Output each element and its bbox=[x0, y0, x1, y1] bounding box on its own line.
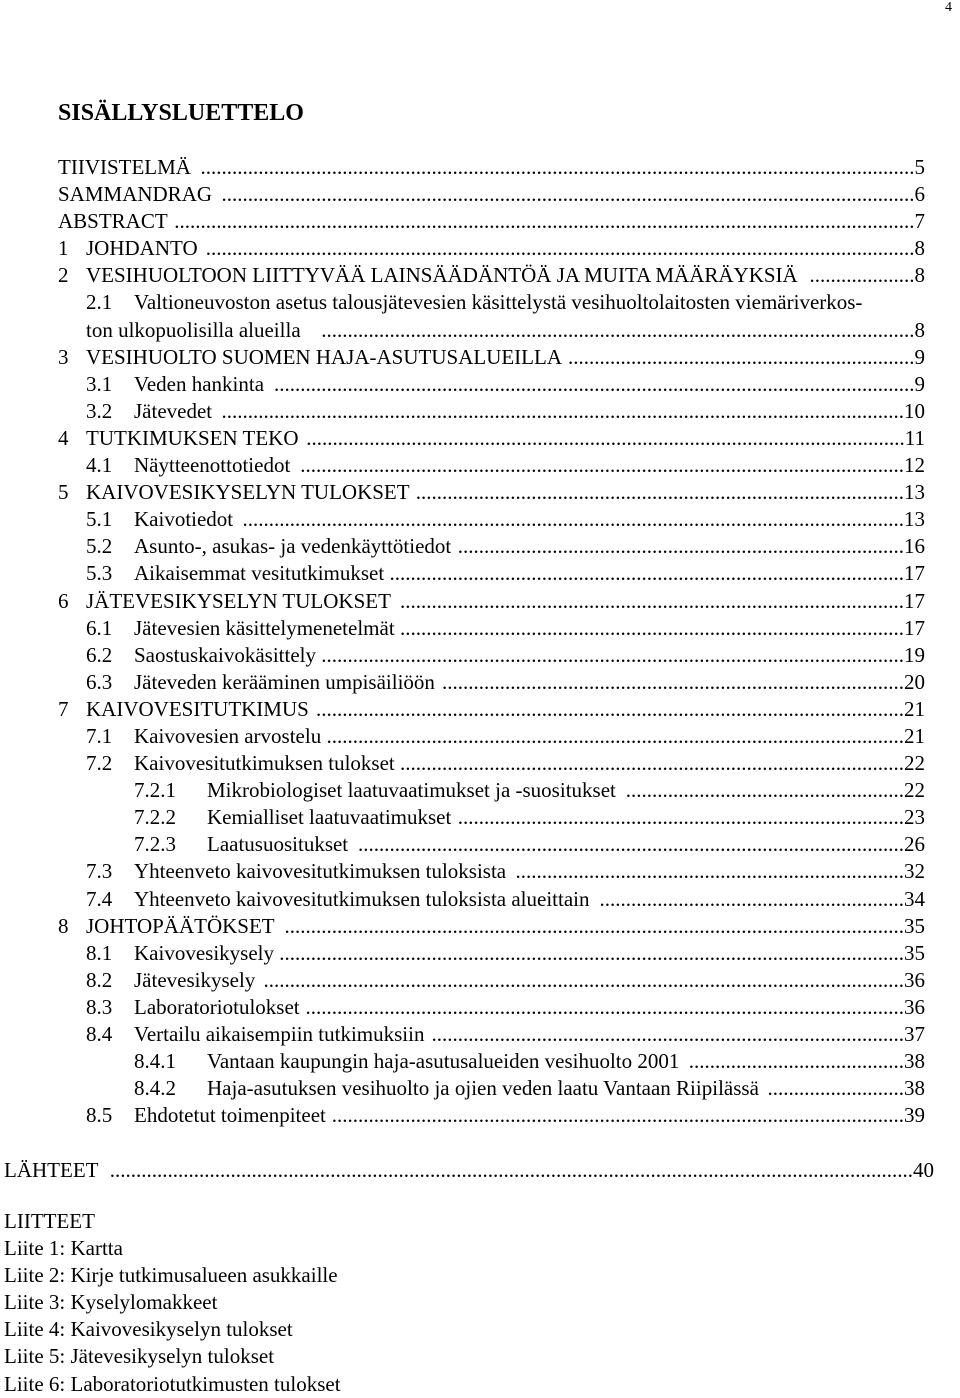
toc-page: 5 bbox=[914, 155, 925, 179]
toc-page: 35 bbox=[904, 913, 925, 938]
toc-text: JOHTOPÄÄTÖKSET bbox=[86, 913, 275, 938]
toc-entry[interactable] bbox=[0, 452, 960, 479]
toc-page: 21 bbox=[904, 696, 925, 721]
appendix-item[interactable]: Liite 2: Kirje tutkimusalueen asukkaille bbox=[4, 1263, 338, 1288]
toc-leader bbox=[321, 642, 925, 669]
toc-entry[interactable] bbox=[0, 560, 960, 587]
toc-text: Jätevedet bbox=[134, 398, 213, 423]
toc-dots: ........................................................................................................................................ bbox=[200, 155, 915, 179]
toc-text: Kaivovesitutkimuksen tulokset bbox=[134, 751, 395, 776]
toc-leader bbox=[222, 398, 926, 425]
toc-leader bbox=[332, 1102, 925, 1129]
toc-number: 7.4 bbox=[86, 886, 113, 911]
toc-dots: ................................................................................................................. bbox=[321, 317, 915, 342]
toc-entry[interactable] bbox=[0, 642, 960, 669]
toc-page: 22 bbox=[904, 778, 925, 803]
toc-dots: ........................................................................................................ bbox=[358, 832, 904, 857]
toc-number: 2.1 bbox=[86, 290, 113, 315]
toc-dots: ..................................................... bbox=[625, 778, 904, 803]
toc-leader bbox=[626, 777, 925, 804]
toc-number: 6.2 bbox=[86, 642, 113, 667]
toc-page: 8 bbox=[914, 263, 925, 288]
toc-leader bbox=[279, 940, 925, 967]
toc-number: 3 bbox=[58, 344, 69, 369]
toc-number: 8.4 bbox=[86, 1022, 113, 1046]
toc-text: Aikaisemmat vesitutkimukset bbox=[134, 561, 385, 586]
toc-page: 26 bbox=[904, 832, 925, 857]
toc-entry[interactable] bbox=[0, 371, 960, 398]
toc-leader bbox=[600, 886, 926, 913]
toc-page: 36 bbox=[904, 967, 925, 992]
toc-text: Kemialliset laatuvaatimukset bbox=[207, 805, 452, 830]
toc-leader bbox=[568, 344, 925, 371]
appendix-item[interactable]: Liite 6: Laboratoriotutkimusten tulokset bbox=[4, 1371, 341, 1396]
toc-leader bbox=[316, 696, 925, 723]
toc-entry[interactable] bbox=[0, 696, 960, 723]
toc-text: JÄTEVESIKYSELYN TULOKSET bbox=[86, 588, 391, 613]
toc-text: Yhteenveto kaivovesitutkimuksen tuloksista bbox=[134, 859, 507, 884]
toc-number: 3.1 bbox=[86, 371, 113, 396]
toc-number: 2 bbox=[58, 263, 69, 288]
toc-dots: .............................................................................................................. bbox=[326, 723, 904, 748]
toc-leader bbox=[400, 615, 925, 642]
toc-page: 12 bbox=[904, 453, 925, 478]
toc-leader bbox=[390, 560, 926, 587]
toc-page: 39 bbox=[904, 1103, 925, 1128]
toc-entry[interactable] bbox=[0, 425, 960, 452]
toc-number: 4.1 bbox=[86, 453, 113, 478]
toc-leader bbox=[206, 235, 925, 262]
toc-number: 6.3 bbox=[86, 669, 113, 694]
toc-entry[interactable] bbox=[0, 398, 960, 425]
toc-entry[interactable] bbox=[0, 615, 960, 642]
toc-page: 20 bbox=[904, 669, 925, 694]
toc-leader bbox=[400, 750, 925, 777]
toc-dots: ........................................................................................ bbox=[442, 669, 904, 694]
toc-leader bbox=[300, 452, 925, 479]
toc-text: JOHDANTO bbox=[86, 236, 198, 261]
toc-leader bbox=[358, 831, 925, 858]
toc-dots: .......................................................................................... bbox=[431, 1022, 904, 1046]
toc-entry[interactable] bbox=[0, 913, 960, 940]
toc-page: 38 bbox=[904, 1049, 925, 1074]
toc-leader bbox=[174, 208, 925, 235]
toc-dots: ....................................................................................................................... bbox=[279, 940, 904, 965]
toc-leader bbox=[306, 425, 925, 452]
toc-leader bbox=[274, 371, 925, 398]
toc-entry[interactable] bbox=[0, 804, 960, 831]
appendices-heading: LIITTEET bbox=[4, 1209, 95, 1233]
toc-entry[interactable] bbox=[0, 588, 960, 615]
toc-text: Näytteenottotiedot bbox=[134, 453, 291, 478]
appendix-item[interactable]: Liite 1: Kartta bbox=[4, 1236, 123, 1261]
toc-text: Asunto-, asukas- ja vedenkäyttötiedot bbox=[134, 534, 452, 559]
toc-page: 13 bbox=[904, 480, 925, 505]
toc-number: 7.3 bbox=[86, 859, 113, 884]
toc-dots: ............................................................................................................................................. bbox=[174, 209, 915, 234]
toc-text: VESIHUOLTOON LIITTYVÄÄ LAINSÄÄDÄNTÖÄ JA MUITA MÄÄRÄYKSIÄ bbox=[86, 263, 798, 288]
toc-page: 8 bbox=[914, 317, 925, 342]
toc-text: Mikrobiologiset laatuvaatimukset ja -suositukset bbox=[207, 778, 616, 803]
toc-dots: .................................................................................................. bbox=[389, 561, 904, 586]
toc-entry-references[interactable] bbox=[4, 1157, 934, 1184]
toc-entry[interactable] bbox=[0, 1048, 960, 1075]
toc-text: KAIVOVESITUTKIMUS bbox=[86, 696, 309, 721]
toc-leader bbox=[306, 994, 926, 1021]
toc-number: 8.4.2 bbox=[134, 1076, 176, 1101]
toc-page: 17 bbox=[904, 561, 925, 586]
toc-leader bbox=[264, 967, 926, 994]
table-of-contents bbox=[0, 154, 960, 1129]
toc-page: 36 bbox=[904, 994, 925, 1019]
toc-text: Laatusuositukset bbox=[207, 832, 349, 857]
toc-number: 7.2 bbox=[86, 751, 113, 776]
toc-leader bbox=[321, 317, 925, 344]
toc-text: Saostuskaivokäsittely bbox=[134, 642, 316, 667]
toc-entry[interactable] bbox=[0, 858, 960, 885]
toc-text: ABSTRACT bbox=[58, 209, 168, 234]
toc-page: 35 bbox=[904, 940, 925, 965]
toc-number: 3.2 bbox=[86, 398, 113, 423]
toc-dots: .......................................................................... bbox=[515, 859, 904, 884]
toc-number: 8.1 bbox=[86, 940, 113, 965]
toc-dots: .................................................................................................................................... bbox=[221, 182, 915, 207]
toc-number: 5.2 bbox=[86, 534, 113, 559]
toc-dots: .......................................................................................................................... bbox=[274, 371, 915, 396]
toc-dots: ................................................................................................ bbox=[400, 588, 904, 613]
references-dots: ......................................................................................................................................................... bbox=[109, 1158, 913, 1182]
toc-dots: ....................................................................................................................................... bbox=[205, 236, 915, 261]
toc-text: Yhteenveto kaivovesitutkimuksen tuloksista alueittain bbox=[134, 886, 590, 911]
toc-number: 7.1 bbox=[86, 723, 113, 748]
toc-text: VESIHUOLTO SUOMEN HAJA-ASUTUSALUEILLA bbox=[86, 344, 562, 369]
toc-dots: .......................................................................................................................... bbox=[263, 967, 904, 992]
toc-leader bbox=[222, 181, 926, 208]
toc-dots: ............................................................................................................... bbox=[321, 642, 904, 667]
toc-text: Haja-asutuksen vesihuolto ja ojien veden laatu Vantaan Riipilässä bbox=[207, 1076, 759, 1101]
toc-dots: ..................................................................................... bbox=[457, 534, 904, 559]
toc-leader bbox=[516, 858, 926, 885]
toc-entry[interactable] bbox=[0, 750, 960, 777]
toc-page: 37 bbox=[904, 1022, 925, 1046]
toc-page: 21 bbox=[904, 723, 925, 748]
toc-text: Jätevesien käsittelymenetelmät bbox=[134, 615, 395, 640]
toc-dots: ..................................................................................... bbox=[457, 805, 904, 830]
toc-leader bbox=[768, 1075, 926, 1102]
toc-leader bbox=[458, 804, 925, 831]
page-number: 4 bbox=[945, 0, 952, 15]
toc-entry[interactable] bbox=[0, 777, 960, 804]
toc-leader bbox=[810, 262, 926, 289]
toc-entry[interactable] bbox=[0, 886, 960, 913]
toc-leader bbox=[201, 154, 926, 181]
toc-number: 4 bbox=[58, 425, 69, 450]
toc-number: 7.2.3 bbox=[134, 832, 176, 857]
toc-text: TUTKIMUKSEN TEKO bbox=[86, 425, 299, 450]
toc-dots: .............................................................................................................................. bbox=[242, 507, 904, 532]
toc-page: 9 bbox=[914, 371, 925, 396]
toc-text: TIIVISTELMÄ bbox=[58, 155, 191, 179]
references-label: LÄHTEET bbox=[4, 1158, 99, 1182]
toc-dots: ................................................................................................ bbox=[400, 615, 904, 640]
toc-entry[interactable] bbox=[0, 289, 960, 343]
toc-dots: .......................... bbox=[767, 1076, 904, 1101]
toc-text: Kaivovesien arvostelu bbox=[134, 723, 322, 748]
toc-dots: .......................................................... bbox=[599, 886, 904, 911]
toc-entry[interactable] bbox=[0, 262, 960, 289]
toc-dots: ................................................................................................ bbox=[400, 751, 904, 776]
toc-text: Valtioneuvoston asetus talousjätevesien käsittelystä vesihuoltolaitosten viemäriverkos- bbox=[134, 290, 863, 315]
toc-text: Ehdotetut toimenpiteet bbox=[134, 1103, 326, 1128]
toc-entry[interactable] bbox=[0, 940, 960, 967]
toc-entry[interactable] bbox=[0, 669, 960, 696]
toc-text: Kaivovesikysely bbox=[134, 940, 274, 965]
toc-page: 13 bbox=[904, 507, 925, 532]
toc-entry[interactable] bbox=[0, 344, 960, 371]
toc-dots: .................................................................................................................................. bbox=[221, 398, 904, 423]
toc-leader bbox=[400, 588, 925, 615]
toc-dots: ................................................................................................................... bbox=[300, 453, 904, 478]
toc-number: 8.4.1 bbox=[134, 1049, 176, 1074]
toc-entry[interactable] bbox=[0, 1021, 960, 1048]
toc-text: Jätevesikysely bbox=[134, 967, 256, 992]
toc-page: 6 bbox=[914, 182, 925, 207]
toc-number: 5 bbox=[58, 480, 69, 505]
appendices bbox=[4, 1208, 341, 1398]
toc-dots: ................................................................................................................ bbox=[316, 696, 904, 721]
toc-page: 8 bbox=[914, 236, 925, 261]
toc-page: 16 bbox=[904, 534, 925, 559]
toc-page: 19 bbox=[904, 642, 925, 667]
toc-dots: ...................................................................................................................... bbox=[284, 913, 904, 938]
toc-text: KAIVOVESIKYSELYN TULOKSET bbox=[86, 480, 410, 505]
references-page: 40 bbox=[913, 1158, 934, 1182]
toc-entry[interactable] bbox=[0, 1075, 960, 1102]
toc-entry[interactable] bbox=[0, 831, 960, 858]
toc-text: Vertailu aikaisempiin tutkimuksiin bbox=[134, 1022, 425, 1046]
toc-entry[interactable] bbox=[0, 506, 960, 533]
toc-number: 5.1 bbox=[86, 507, 113, 532]
toc-text-continued: ton ulkopuolisilla alueilla bbox=[86, 317, 301, 342]
toc-leader bbox=[327, 723, 926, 750]
toc-entry[interactable] bbox=[0, 235, 960, 262]
toc-number: 8.3 bbox=[86, 994, 113, 1019]
toc-dots: .................................................................................................................. bbox=[305, 994, 904, 1019]
toc-dots: .................................................................. bbox=[568, 344, 915, 369]
toc-dots: ......................................... bbox=[688, 1049, 904, 1074]
toc-text: Vantaan kaupungin haja-asutusalueiden vesihuolto 2001 bbox=[207, 1049, 680, 1074]
appendix-item[interactable]: Liite 3: Kyselylomakkeet bbox=[4, 1290, 218, 1315]
toc-number: 8.2 bbox=[86, 967, 113, 992]
toc-page: 34 bbox=[904, 886, 925, 911]
toc-dots: .................................................................................................................. bbox=[306, 425, 905, 450]
toc-entry[interactable] bbox=[0, 533, 960, 560]
toc-number: 6.1 bbox=[86, 615, 113, 640]
toc-page: 32 bbox=[904, 859, 925, 884]
toc-page: 11 bbox=[904, 425, 925, 450]
toc-leader bbox=[243, 506, 926, 533]
toc-number: 7 bbox=[58, 696, 69, 721]
toc-leader bbox=[416, 479, 925, 506]
toc-entry[interactable] bbox=[0, 181, 960, 208]
references-leader bbox=[110, 1157, 934, 1184]
toc-text: Laboratoriotulokset bbox=[134, 994, 300, 1019]
appendix-item[interactable]: Liite 4: Kaivovesikyselyn tulokset bbox=[4, 1317, 293, 1342]
toc-text: Kaivotiedot bbox=[134, 507, 234, 532]
toc-page: 9 bbox=[914, 344, 925, 369]
toc-page: 23 bbox=[904, 805, 925, 830]
toc-text: SAMMANDRAG bbox=[58, 182, 213, 207]
toc-entry[interactable] bbox=[0, 479, 960, 506]
toc-dots: ............................................................................................. bbox=[415, 480, 904, 505]
toc-leader bbox=[689, 1048, 925, 1075]
toc-entry[interactable] bbox=[0, 723, 960, 750]
toc-number: 7.2.2 bbox=[134, 805, 176, 830]
toc-text: Jäteveden kerääminen umpisäiliöön bbox=[134, 669, 435, 694]
toc-title: SISÄLLYSLUETTELO bbox=[58, 100, 304, 126]
toc-number: 6 bbox=[58, 588, 69, 613]
toc-number: 1 bbox=[58, 236, 69, 261]
toc-entry[interactable] bbox=[0, 154, 960, 181]
appendix-item[interactable]: Liite 5: Jätevesikyselyn tulokset bbox=[4, 1344, 275, 1369]
toc-number: 8 bbox=[58, 913, 69, 938]
toc-dots: .................... bbox=[809, 263, 915, 288]
toc-dots: ............................................................................................................. bbox=[331, 1103, 904, 1128]
toc-entry[interactable] bbox=[0, 967, 960, 994]
toc-leader bbox=[432, 1021, 926, 1048]
toc-leader bbox=[458, 533, 925, 560]
toc-entry[interactable] bbox=[0, 208, 960, 235]
toc-text: Veden hankinta bbox=[134, 371, 265, 396]
toc-leader bbox=[442, 669, 925, 696]
toc-page: 38 bbox=[904, 1076, 925, 1101]
toc-page: 17 bbox=[904, 588, 925, 613]
toc-page: 7 bbox=[914, 209, 925, 234]
toc-page: 17 bbox=[904, 615, 925, 640]
toc-number: 7.2.1 bbox=[134, 778, 176, 803]
toc-page: 22 bbox=[904, 751, 925, 776]
toc-number: 5.3 bbox=[86, 561, 113, 586]
toc-page: 10 bbox=[904, 398, 925, 423]
toc-number: 8.5 bbox=[86, 1103, 113, 1128]
toc-leader bbox=[285, 913, 926, 940]
toc-entry[interactable] bbox=[0, 994, 960, 1021]
toc-entry[interactable] bbox=[0, 1102, 960, 1129]
